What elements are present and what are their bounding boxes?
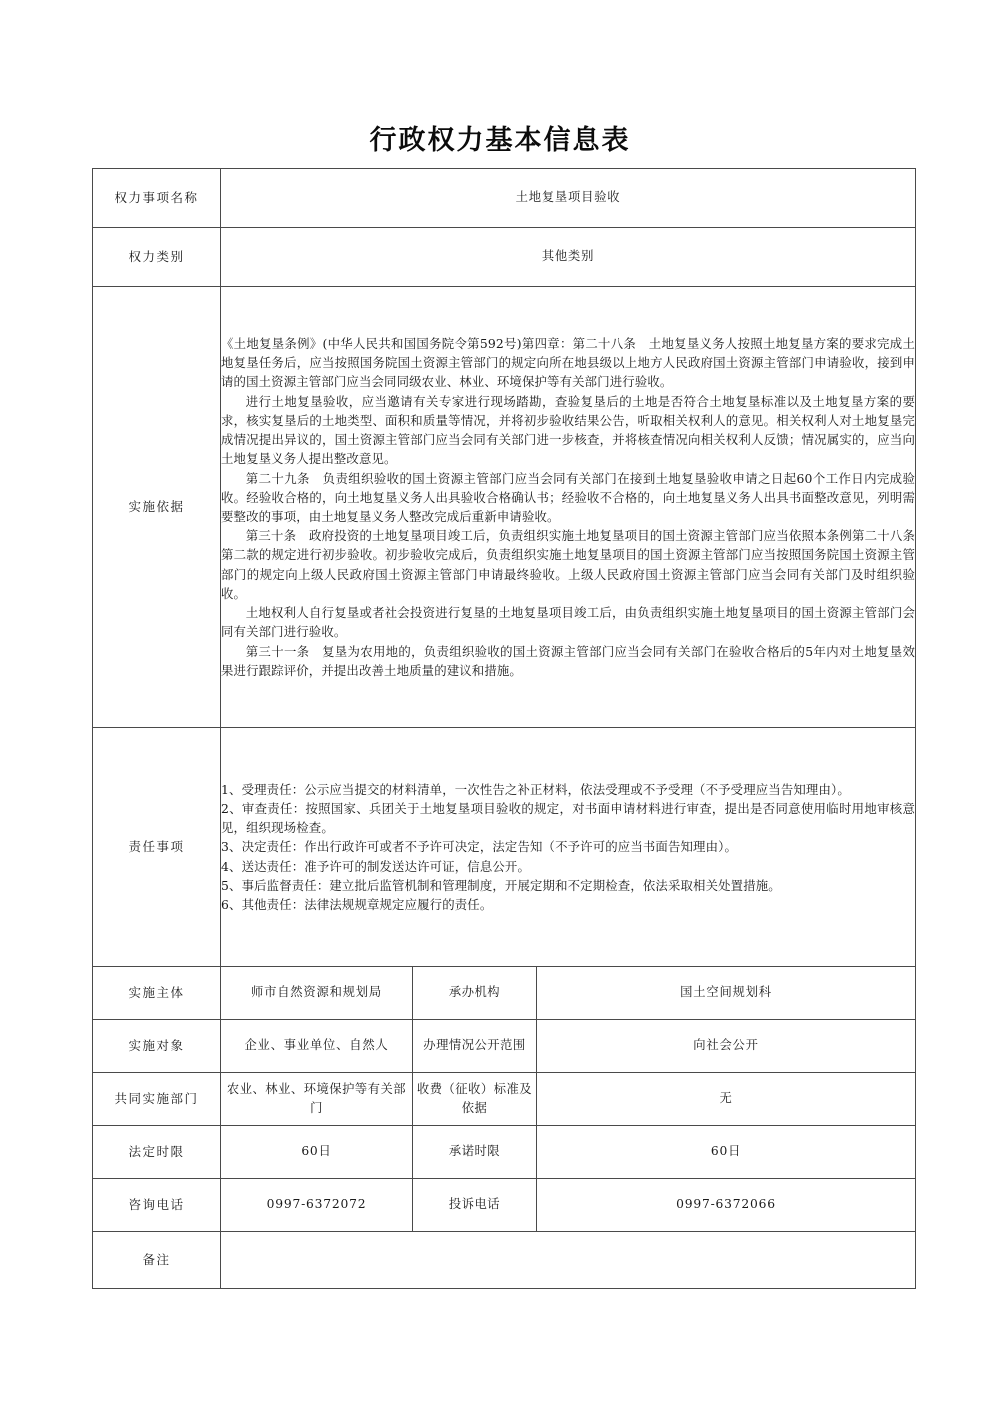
table-row-subject xyxy=(93,967,916,1020)
value-joint-departments: 农业、林业、环境保护等有关部门 xyxy=(221,1073,413,1126)
basis-paragraph: 第三十条 政府投资的土地复垦项目竣工后，负责组织实施土地复垦项目的国土资源主管部门应当依照本条例第二十八条第二款的规定进行初步验收。初步验收完成后，负责组织实施土地复垦项目的国土资源主管部门应当按照国务院国土资源主管部门的规定向上级人民政府国土资源主管部门申请最终验收。上级人民政府国土资源主管部门应当会同有关部门及时组织验收。 xyxy=(221,528,916,601)
duty-item: 1、受理责任：公示应当提交的材料清单，一次性告之补正材料，依法受理或不予受理（不予受理应当告知理由）。 xyxy=(221,781,850,797)
duty-item: 2、审查责任：按照国家、兵团关于土地复垦项目验收的规定，对书面申请材料进行审查，提出是否同意使用临时用地审核意见，组织现场检查。 xyxy=(221,800,916,836)
value-agency: 国土空间规划科 xyxy=(537,967,916,1020)
label-power-type: 权力类别 xyxy=(93,228,221,287)
table-row-item-name xyxy=(93,169,916,228)
duty-item: 4、送达责任：准予许可的制发送达许可证，信息公开。 xyxy=(221,858,531,874)
basis-paragraph: 第三十一条 复垦为农用地的，负责组织验收的国土资源主管部门应当会同有关部门在验收合格后的5年内对土地复垦效果进行跟踪评价，并提出改善土地质量的建议和措施。 xyxy=(221,643,916,678)
label-target: 实施对象 xyxy=(93,1020,221,1073)
duty-item: 5、事后监督责任：建立批后监管机制和管理制度，开展定期和不定期检查，依法采取相关处置措施。 xyxy=(221,877,781,893)
value-subject: 师市自然资源和规划局 xyxy=(221,967,413,1020)
label-complaint-phone: 投诉电话 xyxy=(413,1179,537,1232)
value-duties xyxy=(221,728,916,967)
value-basis xyxy=(221,287,916,728)
label-item-name: 权力事项名称 xyxy=(93,169,221,228)
table-row-power-type xyxy=(93,228,916,287)
table-row-duties xyxy=(93,728,916,967)
basis-paragraph: 第二十九条 负责组织验收的国土资源主管部门应当会同有关部门在接到土地复垦验收申请之日起60个工作日内完成验收。经验收合格的，向土地复垦义务人出具验收合格确认书；经验收不合格的，向土地复垦义务人出具书面整改意见，列明需要整改的事项，由土地复垦义务人整改完成后重新申请验收。 xyxy=(221,470,916,524)
value-remark xyxy=(221,1232,916,1289)
table-row-target xyxy=(93,1020,916,1073)
label-fee-standard: 收费（征收）标准及依据 xyxy=(413,1073,537,1126)
table-row-remark xyxy=(93,1232,916,1289)
value-consult-phone: 0997-6372072 xyxy=(221,1179,413,1232)
basis-paragraph: 《土地复垦条例》(中华人民共和国国务院令第592号)第四章：第二十八条 土地复垦义务人按照土地复垦方案的要求完成土地复垦任务后，应当按照国务院国土资源主管部门的规定向所在地县级以上地方人民政府国土资源主管部门申请验收，接到申请的国土资源主管部门应当会同同级农业、林业、环境保护等有关部门进行验收。 xyxy=(221,336,916,390)
label-agency: 承办机构 xyxy=(413,967,537,1020)
basis-paragraph: 土地权利人自行复垦或者社会投资进行复垦的土地复垦项目竣工后，由负责组织实施土地复垦项目的国土资源主管部门会同有关部门进行验收。 xyxy=(221,605,916,640)
label-consult-phone: 咨询电话 xyxy=(93,1179,221,1232)
value-complaint-phone: 0997-6372066 xyxy=(537,1179,916,1232)
label-disclosure-scope: 办理情况公开范围 xyxy=(413,1020,537,1073)
label-joint-departments: 共同实施部门 xyxy=(93,1073,221,1126)
basis-paragraph: 进行土地复垦验收，应当邀请有关专家进行现场踏勘，查验复垦后的土地是否符合土地复垦标准以及土地复垦方案的要求，核实复垦后的土地类型、面积和质量等情况，并将初步验收结果公告，听取相关权利人的意见。相关权利人对土地复垦完成情况提出异议的，国土资源主管部门应当会同有关部门进一步核查，并将核查情况向相关权利人反馈；情况属实的，应当向土地复垦义务人提出整改意见。 xyxy=(221,393,916,467)
duty-item: 3、决定责任：作出行政许可或者不予许可决定，法定告知（不予许可的应当书面告知理由）。 xyxy=(221,839,737,855)
value-item-name: 土地复垦项目验收 xyxy=(221,169,916,228)
label-duties: 责任事项 xyxy=(93,728,221,967)
value-promise-time-limit: 60日 xyxy=(537,1126,916,1179)
label-remark: 备注 xyxy=(93,1232,221,1289)
value-fee-standard: 无 xyxy=(537,1073,916,1126)
power-info-table xyxy=(92,168,916,1289)
table-row-basis xyxy=(93,287,916,728)
duty-item: 6、其他责任：法律法规规章规定应履行的责任。 xyxy=(221,897,493,913)
value-legal-time-limit: 60日 xyxy=(221,1126,413,1179)
value-power-type: 其他类别 xyxy=(221,228,916,287)
page-title: 行政权力基本信息表 xyxy=(369,125,631,156)
label-basis: 实施依据 xyxy=(93,287,221,728)
table-row-joint-departments xyxy=(93,1073,916,1126)
value-target: 企业、事业单位、自然人 xyxy=(221,1020,413,1073)
table-row-phones xyxy=(93,1179,916,1232)
label-legal-time-limit: 法定时限 xyxy=(93,1126,221,1179)
table-row-time-limit xyxy=(93,1126,916,1179)
label-subject: 实施主体 xyxy=(93,967,221,1020)
label-promise-time-limit: 承诺时限 xyxy=(413,1126,537,1179)
value-disclosure-scope: 向社会公开 xyxy=(537,1020,916,1073)
